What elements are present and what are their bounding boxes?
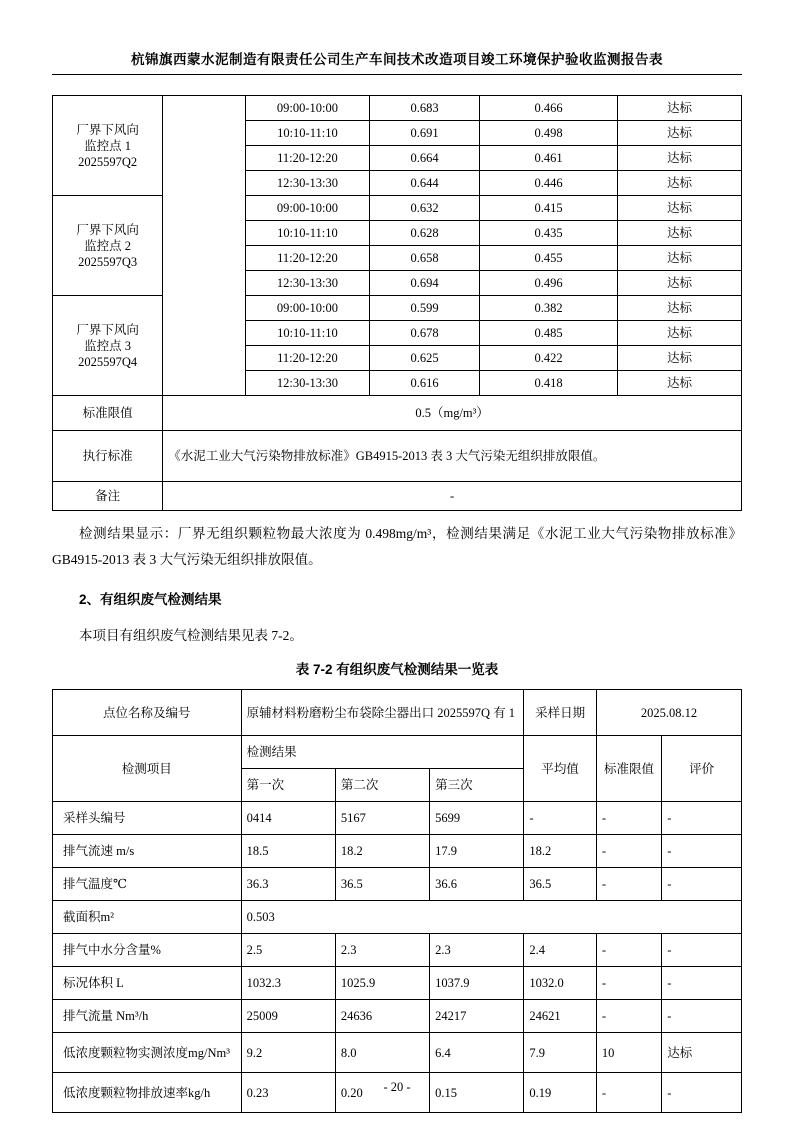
- run3-cell: 24217: [430, 1000, 524, 1033]
- test-item-cell: 截面积m²: [53, 901, 242, 934]
- time-cell: 10:10-11:10: [245, 221, 369, 246]
- point-name-label: 点位名称及编号: [53, 690, 242, 736]
- evaluation-cell: 达标: [617, 221, 741, 246]
- average-cell: 0.19: [524, 1073, 597, 1113]
- test-item-cell: 排气流量 Nm³/h: [53, 1000, 242, 1033]
- remark-value: -: [163, 482, 742, 511]
- evaluation-cell: -: [662, 868, 742, 901]
- limit-cell: -: [596, 1073, 661, 1113]
- limit-cell: -: [596, 802, 661, 835]
- unorganized-emission-table: [52, 95, 742, 511]
- run1-cell: 9.2: [241, 1033, 335, 1073]
- evaluation-cell: 达标: [617, 196, 741, 221]
- site-name-line: 2025597Q2: [78, 154, 138, 169]
- evaluation-cell: -: [662, 835, 742, 868]
- run1-cell: 0414: [241, 802, 335, 835]
- table-row: [53, 802, 742, 835]
- page-title: 杭锦旗西蒙水泥制造有限责任公司生产车间技术改造项目竣工环境保护验收监测报告表: [52, 48, 742, 75]
- value2-cell: 0.498: [480, 121, 618, 146]
- site-name-line: 监控点 2: [84, 238, 132, 253]
- table-row: [53, 482, 742, 511]
- run1-cell: 0.503: [241, 901, 741, 934]
- remark-label: 备注: [53, 482, 163, 511]
- run3-cell: 1037.9: [430, 967, 524, 1000]
- table-row: [53, 431, 742, 482]
- run3-cell: 5699: [430, 802, 524, 835]
- run2-cell: 8.0: [335, 1033, 429, 1073]
- evaluation-cell: 达标: [617, 171, 741, 196]
- test-item-cell: 排气温度℃: [53, 868, 242, 901]
- value1-cell: 0.625: [369, 346, 479, 371]
- section-intro-paragraph: 本项目有组织废气检测结果见表 7-2。: [79, 628, 303, 643]
- run1-cell: 1032.3: [241, 967, 335, 1000]
- standard-limit-value: 0.5（mg/m³）: [163, 396, 742, 431]
- average-cell: 1032.0: [524, 967, 597, 1000]
- time-cell: 09:00-10:00: [245, 196, 369, 221]
- time-cell: 12:30-13:30: [245, 271, 369, 296]
- table-row: [53, 868, 742, 901]
- evaluation-cell: -: [662, 1073, 742, 1113]
- value1-cell: 0.691: [369, 121, 479, 146]
- evaluation-cell: 达标: [617, 121, 741, 146]
- run2-cell: 36.5: [335, 868, 429, 901]
- table2-caption: 表 7-2 有组织废气检测结果一览表: [295, 662, 499, 677]
- value1-cell: 0.628: [369, 221, 479, 246]
- table-row: [53, 967, 742, 1000]
- run3-header: 第三次: [430, 769, 524, 802]
- average-cell: -: [524, 802, 597, 835]
- run1-cell: 18.5: [241, 835, 335, 868]
- value2-cell: 0.496: [480, 271, 618, 296]
- site-name-line: 厂界下风向: [76, 122, 139, 137]
- limit-cell: -: [596, 934, 661, 967]
- value2-cell: 0.422: [480, 346, 618, 371]
- run3-cell: 36.6: [430, 868, 524, 901]
- evaluation-cell: 达标: [617, 271, 741, 296]
- average-header: 平均值: [524, 736, 597, 802]
- table-row: [53, 1000, 742, 1033]
- run2-cell: 1025.9: [335, 967, 429, 1000]
- average-cell: 24621: [524, 1000, 597, 1033]
- standard-limit-label: 标准限值: [53, 396, 163, 431]
- value2-cell: 0.446: [480, 171, 618, 196]
- evaluation-cell: -: [662, 1000, 742, 1033]
- evaluation-cell: -: [662, 802, 742, 835]
- time-cell: 11:20-12:20: [245, 346, 369, 371]
- value2-cell: 0.466: [480, 96, 618, 121]
- table-row: [53, 690, 742, 736]
- site-name-cell: [53, 296, 163, 396]
- value2-cell: 0.461: [480, 146, 618, 171]
- test-item-cell: 排气中水分含量%: [53, 934, 242, 967]
- value1-cell: 0.599: [369, 296, 479, 321]
- time-cell: 10:10-11:10: [245, 121, 369, 146]
- value2-cell: 0.382: [480, 296, 618, 321]
- page-number: - 20 -: [383, 1080, 411, 1094]
- site-name-line: 监控点 3: [84, 338, 132, 353]
- limit-cell: -: [596, 967, 661, 1000]
- result-summary-paragraph: 检测结果显示：厂界无组织颗粒物最大浓度为 0.498mg/m³，检测结果满足《水泥工业大气污染物排放标准》GB4915-2013 表 3 大气污染无组织排放限值。: [52, 526, 742, 567]
- site-name-line: 厂界下风向: [76, 322, 139, 337]
- site-name-cell: [53, 96, 163, 196]
- average-cell: 18.2: [524, 835, 597, 868]
- value1-cell: 0.694: [369, 271, 479, 296]
- evaluation-cell: -: [662, 934, 742, 967]
- value1-cell: 0.644: [369, 171, 479, 196]
- test-result-header: 检测结果: [241, 736, 524, 769]
- run1-cell: 2.5: [241, 934, 335, 967]
- exec-standard-value: 《水泥工业大气污染物排放标准》GB4915-2013 表 3 大气污染无组织排放限值。: [163, 431, 742, 482]
- test-item-cell: 标况体积 L: [53, 967, 242, 1000]
- point-name-value: 原辅材料粉磨粉尘布袋除尘器出口 2025597Q 有 1: [241, 690, 524, 736]
- time-cell: 12:30-13:30: [245, 371, 369, 396]
- run2-cell: 5167: [335, 802, 429, 835]
- limit-cell: -: [596, 868, 661, 901]
- table-row: [53, 396, 742, 431]
- table-row: [53, 96, 742, 121]
- value1-cell: 0.683: [369, 96, 479, 121]
- evaluation-cell: 达标: [662, 1033, 742, 1073]
- site-name-line: 监控点 1: [84, 138, 132, 153]
- value1-cell: 0.632: [369, 196, 479, 221]
- value1-cell: 0.664: [369, 146, 479, 171]
- sample-date-value: 2025.08.12: [596, 690, 741, 736]
- value1-cell: 0.658: [369, 246, 479, 271]
- table-row: [53, 196, 742, 221]
- table-row: [53, 835, 742, 868]
- test-item-cell: 低浓度颗粒物排放速率kg/h: [53, 1073, 242, 1113]
- evaluation-cell: 达标: [617, 346, 741, 371]
- run3-cell: 6.4: [430, 1033, 524, 1073]
- value2-cell: 0.435: [480, 221, 618, 246]
- time-cell: 10:10-11:10: [245, 321, 369, 346]
- evaluation-cell: 达标: [617, 146, 741, 171]
- blank-column-cell: [163, 96, 246, 396]
- organized-exhaust-table: [52, 689, 742, 1113]
- sample-date-label: 采样日期: [524, 690, 597, 736]
- exec-standard-label: 执行标准: [53, 431, 163, 482]
- evaluation-cell: 达标: [617, 96, 741, 121]
- evaluation-cell: 达标: [617, 371, 741, 396]
- time-cell: 09:00-10:00: [245, 96, 369, 121]
- value2-cell: 0.415: [480, 196, 618, 221]
- evaluation-cell: -: [662, 967, 742, 1000]
- run2-cell: 18.2: [335, 835, 429, 868]
- limit-cell: -: [596, 1000, 661, 1033]
- value1-cell: 0.678: [369, 321, 479, 346]
- table-row: [53, 296, 742, 321]
- run1-cell: 36.3: [241, 868, 335, 901]
- table-row: [53, 1033, 742, 1073]
- run2-cell: 2.3: [335, 934, 429, 967]
- limit-cell: 10: [596, 1033, 661, 1073]
- run1-cell: 0.23: [241, 1073, 335, 1113]
- site-name-line: 2025597Q3: [78, 254, 138, 269]
- average-cell: 7.9: [524, 1033, 597, 1073]
- limit-cell: -: [596, 835, 661, 868]
- time-cell: 11:20-12:20: [245, 246, 369, 271]
- run2-cell: 0.20: [335, 1073, 429, 1113]
- site-name-cell: [53, 196, 163, 296]
- test-item-cell: 排气流速 m/s: [53, 835, 242, 868]
- site-name-line: 2025597Q4: [78, 354, 138, 369]
- time-cell: 12:30-13:30: [245, 171, 369, 196]
- section-title: 2、有组织废气检测结果: [79, 592, 222, 607]
- run1-cell: 25009: [241, 1000, 335, 1033]
- time-cell: 11:20-12:20: [245, 146, 369, 171]
- run1-header: 第一次: [241, 769, 335, 802]
- run3-cell: 17.9: [430, 835, 524, 868]
- run2-header: 第二次: [335, 769, 429, 802]
- run3-cell: 2.3: [430, 934, 524, 967]
- average-cell: 36.5: [524, 868, 597, 901]
- average-cell: 2.4: [524, 934, 597, 967]
- run2-cell: 24636: [335, 1000, 429, 1033]
- time-cell: 09:00-10:00: [245, 296, 369, 321]
- test-item-cell: 采样头编号: [53, 802, 242, 835]
- table-row: [53, 934, 742, 967]
- table-row: [53, 736, 742, 769]
- evaluation-cell: 达标: [617, 246, 741, 271]
- value2-cell: 0.418: [480, 371, 618, 396]
- evaluation-cell: 达标: [617, 296, 741, 321]
- value2-cell: 0.485: [480, 321, 618, 346]
- run3-cell: 0.15: [430, 1073, 524, 1113]
- test-item-header: 检测项目: [53, 736, 242, 802]
- test-item-cell: 低浓度颗粒物实测浓度mg/Nm³: [53, 1033, 242, 1073]
- value2-cell: 0.455: [480, 246, 618, 271]
- standard-limit-header: 标准限值: [596, 736, 661, 802]
- evaluation-cell: 达标: [617, 321, 741, 346]
- value1-cell: 0.616: [369, 371, 479, 396]
- evaluation-header: 评价: [662, 736, 742, 802]
- site-name-line: 厂界下风向: [76, 222, 139, 237]
- table-row: [53, 901, 742, 934]
